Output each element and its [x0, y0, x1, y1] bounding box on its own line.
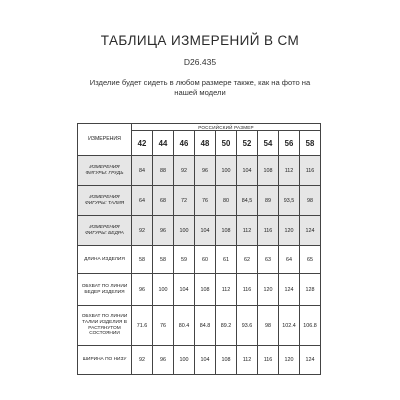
size-header: 54	[258, 131, 279, 156]
size-system-label: РОССИЙСКИЙ РАЗМЕР	[132, 124, 321, 131]
table-cell: 104	[195, 346, 216, 375]
table-cell: 80	[216, 186, 237, 216]
table-cell: 108	[258, 156, 279, 186]
table-cell: 98	[300, 186, 321, 216]
table-cell: 116	[237, 274, 258, 306]
table-cell: 96	[132, 274, 153, 306]
table-cell: 116	[258, 346, 279, 375]
table-cell: 106.8	[300, 306, 321, 346]
table-cell: 92	[174, 156, 195, 186]
page-title: ТАБЛИЦА ИЗМЕРЕНИЙ В СМ	[100, 33, 300, 48]
size-header: 56	[279, 131, 300, 156]
table-row	[78, 186, 321, 216]
corner-label: ИЗМЕРЕНИЯ	[78, 124, 132, 156]
table-cell: 93.6	[237, 306, 258, 346]
table-cell: 104	[195, 216, 216, 246]
table-cell: 71.6	[132, 306, 153, 346]
size-header: 46	[174, 131, 195, 156]
table-cell: 60	[195, 246, 216, 274]
table-row	[78, 156, 321, 186]
row-label: ОБХВАТ ПО ЛИНИИ ТАЛИИ ИЗДЕЛИЯ В РАСТЯНУТОМ СОСТОЯНИИ	[78, 306, 132, 346]
table-cell: 96	[153, 216, 174, 246]
table-cell: 68	[153, 186, 174, 216]
size-header: 50	[216, 131, 237, 156]
table-cell: 104	[174, 274, 195, 306]
row-label: ДЛИНА ИЗДЕЛИЯ	[78, 246, 132, 274]
table-cell: 124	[279, 274, 300, 306]
row-label: ИЗМЕРЕНИЯ ФИГУРЫ: ТАЛИЯ	[78, 186, 132, 216]
fit-note-line-2: нашей модели	[174, 88, 226, 97]
table-cell: 100	[153, 274, 174, 306]
table-cell: 61	[216, 246, 237, 274]
table-cell: 98	[258, 306, 279, 346]
model-code: D26.435	[183, 57, 217, 67]
table-cell: 89.2	[216, 306, 237, 346]
table-row	[78, 246, 321, 274]
table-cell: 96	[195, 156, 216, 186]
table-row	[78, 346, 321, 375]
table-cell: 65	[300, 246, 321, 274]
table-cell: 92	[132, 216, 153, 246]
table-cell: 120	[258, 274, 279, 306]
table-cell: 93,5	[279, 186, 300, 216]
table-cell: 59	[174, 246, 195, 274]
table-cell: 112	[237, 346, 258, 375]
table-cell: 120	[279, 346, 300, 375]
table-cell: 100	[216, 156, 237, 186]
table-cell: 108	[216, 216, 237, 246]
table-cell: 116	[258, 216, 279, 246]
table-row	[78, 216, 321, 246]
row-label: ОБХВАТ ПО ЛИНИИ БЕДЕР ИЗДЕЛИЯ	[78, 274, 132, 306]
row-label: ИЗМЕРЕНИЯ ФИГУРЫ: БЕДРА	[78, 216, 132, 246]
table-header-row-system	[78, 124, 321, 131]
table-cell: 124	[300, 346, 321, 375]
table-cell: 58	[132, 246, 153, 274]
table-cell: 72	[174, 186, 195, 216]
size-header: 48	[195, 131, 216, 156]
table-cell: 116	[300, 156, 321, 186]
table-cell: 63	[258, 246, 279, 274]
table-cell: 112	[237, 216, 258, 246]
size-header: 58	[300, 131, 321, 156]
table-cell: 108	[216, 346, 237, 375]
table-cell: 108	[195, 274, 216, 306]
size-header: 42	[132, 131, 153, 156]
table-cell: 128	[300, 274, 321, 306]
table-cell: 76	[195, 186, 216, 216]
fit-note	[0, 78, 400, 98]
table-cell: 112	[216, 274, 237, 306]
table-cell: 100	[174, 216, 195, 246]
table-cell: 100	[174, 346, 195, 375]
size-header: 52	[237, 131, 258, 156]
table-cell: 76	[153, 306, 174, 346]
table-cell: 84.8	[195, 306, 216, 346]
table-cell: 92	[132, 346, 153, 375]
row-label: ИЗМЕРЕНИЯ ФИГУРЫ: ГРУДЬ	[78, 156, 132, 186]
table-cell: 80.4	[174, 306, 195, 346]
table-cell: 58	[153, 246, 174, 274]
table-cell: 124	[300, 216, 321, 246]
table-cell: 84,5	[237, 186, 258, 216]
table-row	[78, 274, 321, 306]
table-cell: 120	[279, 216, 300, 246]
table-cell: 96	[153, 346, 174, 375]
row-label: ШИРИНА ПО НИЗУ	[78, 346, 132, 375]
table-cell: 112	[279, 156, 300, 186]
table-cell: 88	[153, 156, 174, 186]
size-table	[77, 123, 321, 375]
table-cell: 102.4	[279, 306, 300, 346]
table-row	[78, 306, 321, 346]
table-cell: 89	[258, 186, 279, 216]
table-cell: 104	[237, 156, 258, 186]
table-cell: 62	[237, 246, 258, 274]
table-cell: 84	[132, 156, 153, 186]
table-cell: 64	[132, 186, 153, 216]
fit-note-line-1: Изделие будет сидеть в любом размере также, как на фото на	[89, 78, 311, 87]
table-cell: 64	[279, 246, 300, 274]
size-header: 44	[153, 131, 174, 156]
